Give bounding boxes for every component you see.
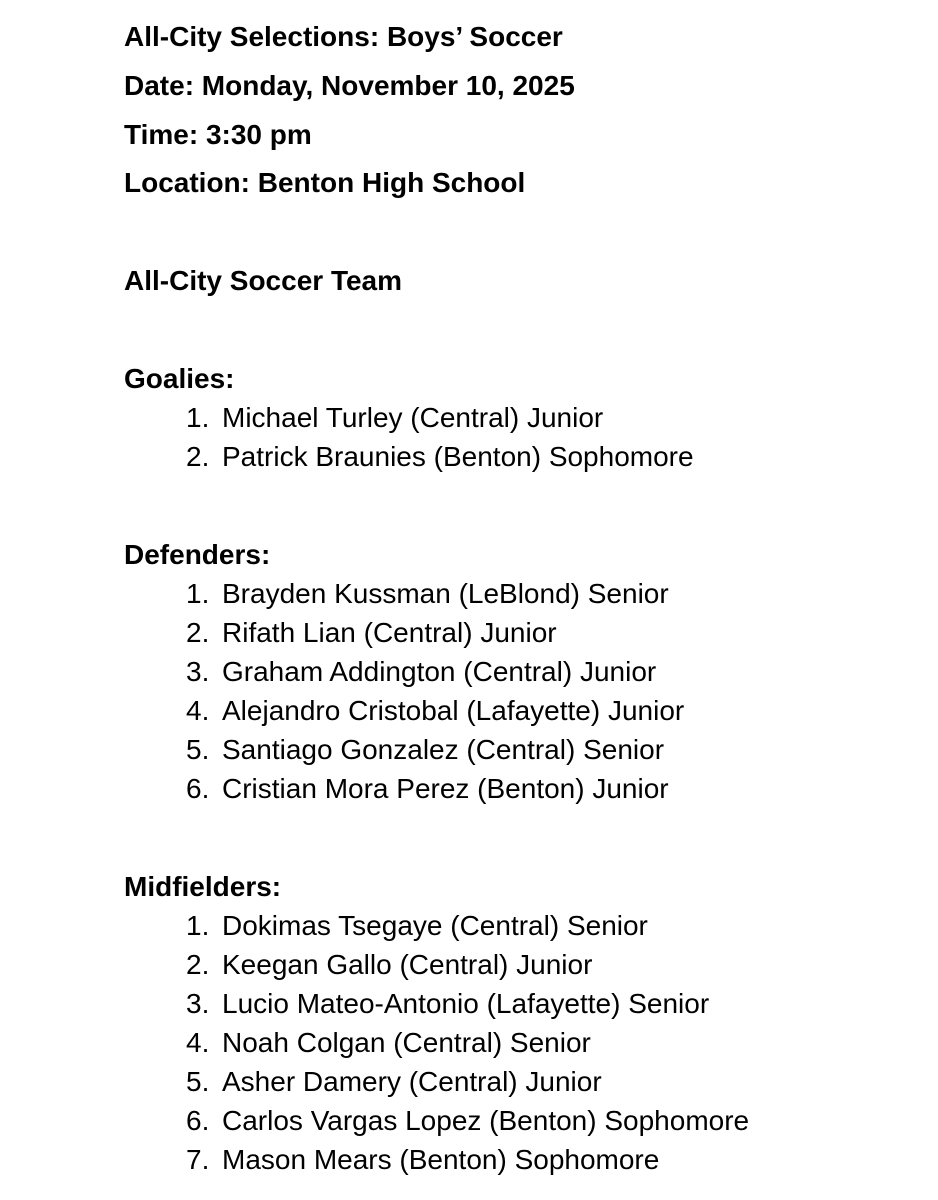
list-number: 2.: [186, 949, 210, 980]
list-number: 1.: [186, 578, 210, 609]
player-entry: Asher Damery (Central) Junior: [222, 1066, 602, 1097]
player-entry: Mason Mears (Benton) Sophomore: [222, 1144, 660, 1175]
list-number: 2.: [186, 441, 210, 472]
player-entry: Santiago Gonzalez (Central) Senior: [222, 734, 665, 765]
event-time: Time: 3:30 pm: [124, 119, 312, 150]
list-number: 6.: [186, 1105, 210, 1136]
player-entry: Patrick Braunies (Benton) Sophomore: [222, 441, 694, 472]
midfielders-heading: Midfielders:: [124, 871, 282, 902]
player-entry: Michael Turley (Central) Junior: [222, 402, 604, 433]
player-entry: Dokimas Tsegaye (Central) Senior: [222, 910, 648, 941]
list-number: 5.: [186, 734, 210, 765]
list-number: 1.: [186, 402, 210, 433]
team-title: All-City Soccer Team: [124, 265, 403, 296]
player-entry: Rifath Lian (Central) Junior: [222, 617, 557, 648]
event-location: Location: Benton High School: [124, 167, 526, 198]
player-entry: Graham Addington (Central) Junior: [222, 656, 657, 687]
player-entry: Brayden Kussman (LeBlond) Senior: [222, 578, 669, 609]
player-entry: Carlos Vargas Lopez (Benton) Sophomore: [222, 1105, 750, 1136]
document-title: All-City Selections: Boys’ Soccer: [124, 21, 563, 52]
list-number: 1.: [186, 910, 210, 941]
list-number: 7.: [186, 1144, 210, 1175]
list-number: 2.: [186, 617, 210, 648]
player-entry: Alejandro Cristobal (Lafayette) Junior: [222, 695, 685, 726]
player-entry: Noah Colgan (Central) Senior: [222, 1027, 591, 1058]
goalies-heading: Goalies:: [124, 363, 235, 394]
list-number: 5.: [186, 1066, 210, 1097]
defenders-heading: Defenders:: [124, 539, 271, 570]
player-entry: Lucio Mateo-Antonio (Lafayette) Senior: [222, 988, 710, 1019]
list-number: 6.: [186, 773, 210, 804]
event-date: Date: Monday, November 10, 2025: [124, 70, 575, 101]
player-entry: Cristian Mora Perez (Benton) Junior: [222, 773, 669, 804]
list-number: 4.: [186, 1027, 210, 1058]
list-number: 4.: [186, 695, 210, 726]
list-number: 3.: [186, 988, 210, 1019]
list-number: 3.: [186, 656, 210, 687]
player-entry: Keegan Gallo (Central) Junior: [222, 949, 593, 980]
